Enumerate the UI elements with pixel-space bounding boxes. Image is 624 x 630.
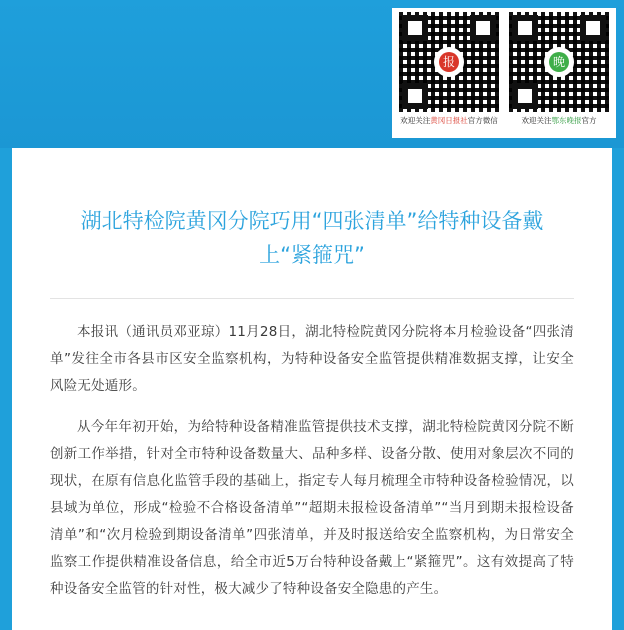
page-title: 湖北特检院黄冈分院巧用“四张清单”给特种设备戴上“紧箍咒”: [80, 209, 544, 267]
qr-caption-suffix: 官方: [581, 116, 597, 125]
qr-center-logo: [544, 47, 574, 77]
qr-code-image[interactable]: [399, 12, 499, 112]
title-divider: [50, 298, 574, 299]
article-card: [12, 148, 612, 630]
qr-logo-glyph: 晚: [549, 52, 569, 72]
qr-finder-bottom-left: [512, 83, 538, 109]
qr-caption-highlight: 鄂东晚报: [551, 116, 582, 125]
qr-code-item-huanggang-daily: [396, 12, 502, 126]
site-banner: [0, 0, 624, 148]
article-body: [50, 319, 574, 603]
qr-caption-prefix: 欢迎关注: [521, 116, 552, 125]
qr-code-image[interactable]: [509, 12, 609, 112]
article-paragraph: 从今年年初开始，为给特种设备精准监管提供技术支撑，湖北特检院黄冈分院不断创新工作举措，针对全市特种设备数量大、品种多样、设备分散、使用对象层次不同的现状，在原有信息化监管手段的基础上，指定专人每月梳理全市特种设备检验情况，以县域为单位，形成“检验不合格设备清单”“超期未报检设备清单”“当月到期未报检设备清单”和“次月检验到期设备清单”四张清单，并及时报送给安全监察机构，为日常安全监察工作提供精准设备信息，给全市近5万台特种设备戴上“紧箍咒”。这有效提高了特种设备安全监管的针对性，极大减少了特种设备安全隐患的产生。: [50, 419, 574, 597]
qr-code-item-edongwanbao: [506, 12, 612, 126]
qr-logo-glyph: 报: [439, 52, 459, 72]
qr-code-caption: [522, 115, 597, 126]
qr-caption-highlight: 黄冈日报社: [430, 116, 468, 125]
qr-code-caption: [400, 115, 498, 126]
qr-center-logo: [434, 47, 464, 77]
qr-caption-suffix: 官方微信: [467, 116, 498, 125]
article-paragraph: 本报讯（通讯员邓亚琼）11月28日，湖北特检院黄冈分院将本月检验设备“四张清单”发往全市各县市区安全监察机构，为特种设备安全监管提供精准数据支撑，让安全风险无处遁形。: [50, 324, 574, 394]
qr-code-strip: [392, 8, 616, 138]
qr-caption-prefix: 欢迎关注: [400, 116, 431, 125]
qr-finder-bottom-left: [402, 83, 428, 109]
